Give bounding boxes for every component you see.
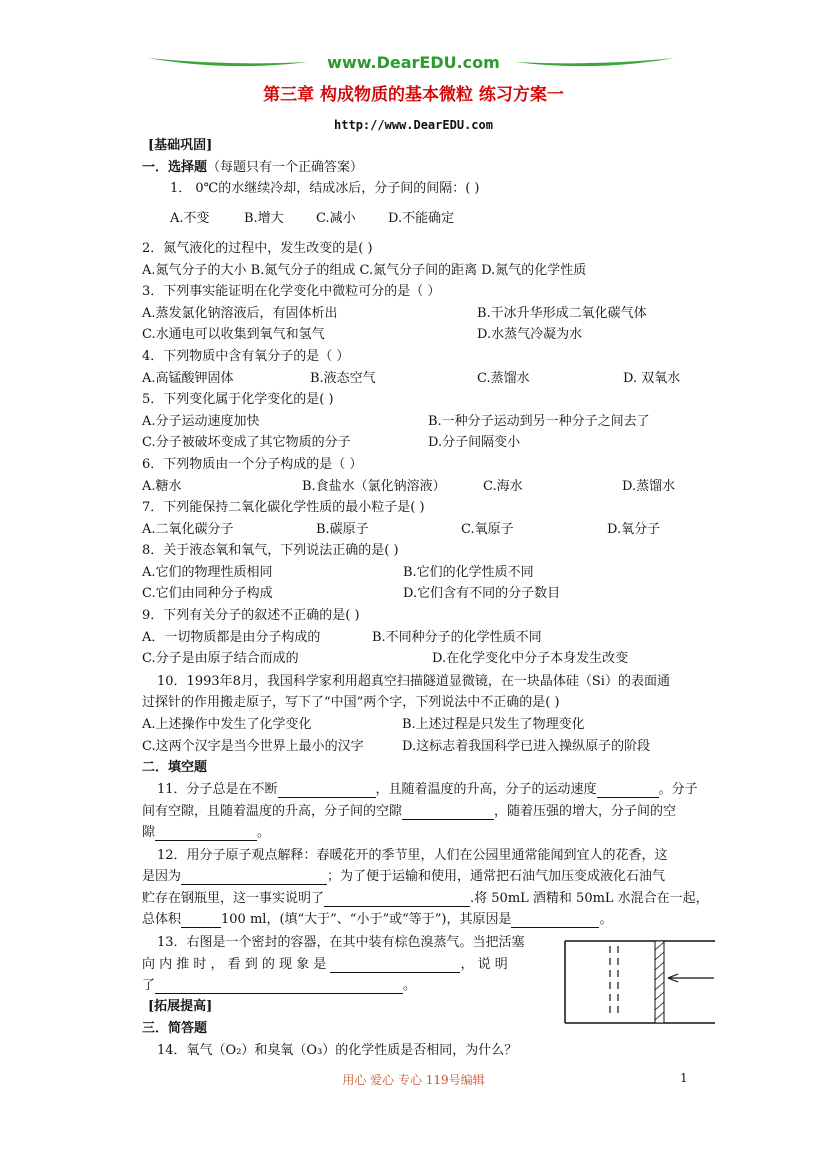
q10-option-d: D.这标志着我国科学已进入操纵原子的阶段 xyxy=(402,739,651,754)
q11-line1 xyxy=(157,782,698,798)
q9-option-b: B.不同种分子的化学性质不同 xyxy=(372,630,542,645)
q11-text: 。 xyxy=(257,825,271,840)
q12-text: 总体积 xyxy=(142,912,182,927)
brand-logo-text: www.DearEDU.com xyxy=(327,53,500,72)
section-short: 三．简答题 xyxy=(142,1021,208,1036)
q7-stem: 7．下列能保持二氧化碳化学性质的最小粒子是( ) xyxy=(142,500,425,515)
q8-option-b: B.它们的化学性质不同 xyxy=(403,565,534,580)
q11-text: 11．分子总是在不断 xyxy=(157,782,278,797)
q12-text: 是因为 xyxy=(142,869,182,884)
q13-text: 。 xyxy=(403,978,417,993)
q12-blank-1[interactable] xyxy=(181,871,327,885)
q4-option-b: B.液态空气 xyxy=(310,371,376,386)
q1-option-b: B.增大 xyxy=(244,211,284,226)
q13-text: ， 说 明 xyxy=(460,957,508,972)
q12-text: 100 ml，(填“大于”、“小于”或“等于”)，其原因是 xyxy=(221,912,512,927)
q5-option-b: B.一种分子运动到另一种分子之间去了 xyxy=(428,414,650,429)
q1-option-c: C.减小 xyxy=(316,211,356,226)
q11-text: ，随着压强的增大，分子间的空 xyxy=(494,804,677,819)
site-url: http://www.DearEDU.com xyxy=(334,118,493,132)
q13-line2 xyxy=(142,957,508,973)
q11-text: 间有空隙，且随着温度的升高，分子间的空隙 xyxy=(142,804,403,819)
q8-option-c: C.它们由同种分子构成 xyxy=(142,586,273,601)
q4-stem: 4．下列物质中含有氧分子的是（ ） xyxy=(142,349,350,364)
q3-option-c: C.水通电可以收集到氧气和氢气 xyxy=(142,327,325,342)
q9-option-c: C.分子是由原子结合而成的 xyxy=(142,651,299,666)
q7-option-d: D.氧分子 xyxy=(607,522,661,537)
q12-blank-3[interactable] xyxy=(181,914,221,928)
section-choice xyxy=(142,160,363,176)
page-number: 1 xyxy=(680,1071,688,1085)
q6-option-a: A.糖水 xyxy=(142,479,182,494)
q11-text: ，且随着温度的升高，分子的运动速度 xyxy=(375,782,597,797)
q13-blank-2[interactable] xyxy=(155,980,403,994)
q12-text: ；为了便于运输和使用，通常把石油气加压变成液化石油气 xyxy=(327,869,666,884)
q14-stem: 14．氧气（O₂）和臭氧（O₃）的化学性质是否相同，为什么？ xyxy=(157,1043,518,1058)
q11-blank-1[interactable] xyxy=(278,784,376,798)
q5-option-a: A.分子运动速度加快 xyxy=(142,414,260,429)
q13-line3 xyxy=(142,978,416,994)
q12-blank-2[interactable] xyxy=(324,893,470,907)
section-extend: [拓展提高] xyxy=(148,999,213,1014)
q5-stem: 5．下列变化属于化学变化的是( ) xyxy=(142,392,334,407)
q4-option-c: C.蒸馏水 xyxy=(477,371,530,386)
q8-stem: 8．关于液态氧和氧气，下列说法正确的是( ) xyxy=(142,543,399,558)
q4-option-d: D. 双氧水 xyxy=(623,371,681,386)
footer-text: 用心 爱心 专心 119号编辑 xyxy=(342,1073,485,1087)
q12-text: 贮存在钢瓶里，这一事实说明了 xyxy=(142,891,325,906)
q12-line1: 12．用分子原子观点解释：春暖花开的季节里，人们在公园里通常能闻到宜人的花香，这 xyxy=(157,848,668,863)
sealed-container-diagram xyxy=(564,940,716,1024)
q2-stem: 2．氮气液化的过程中，发生改变的是( ) xyxy=(142,241,373,256)
q3-option-b: B.干冰升华形成二氧化碳气体 xyxy=(477,306,647,321)
q8-option-a: A.它们的物理性质相同 xyxy=(142,565,273,580)
q10-option-c: C.这两个汉字是当今世界上最小的汉字 xyxy=(142,739,364,754)
q3-option-d: D.水蒸气冷凝为水 xyxy=(477,327,583,342)
q4-option-a: A.高锰酸钾固体 xyxy=(142,371,234,386)
q3-stem: 3．下列事实能证明在化学变化中微粒可分的是（ ） xyxy=(142,284,441,299)
q12-line3 xyxy=(142,891,709,907)
q12-text: .将 50mL 酒精和 50mL 水混合在一起， xyxy=(470,891,709,906)
q8-option-d: D.它们含有不同的分子数目 xyxy=(403,586,561,601)
q10-stem-line2: 过探针的作用搬走原子，写下了“中国”两个字，下列说法中不正确的是( ) xyxy=(142,695,560,710)
q2-options: A.氮气分子的大小 B.氮气分子的组成 C.氮气分子间的距离 D.氮气的化学性质 xyxy=(142,263,587,278)
q1-stem: 1． 0℃的水继续冷却，结成冰后，分子间的间隔：( ) xyxy=(170,181,480,196)
q3-option-a: A.蒸发氯化钠溶液后，有固体析出 xyxy=(142,306,338,321)
section-fill: 二．填空题 xyxy=(142,760,208,775)
q11-line2 xyxy=(142,804,676,820)
q6-option-c: C.海水 xyxy=(483,479,523,494)
q13-text: 了 xyxy=(142,978,156,993)
section-basic: [基础巩固] xyxy=(148,138,213,153)
q1-option-a: A.不变 xyxy=(170,211,210,226)
q11-blank-4[interactable] xyxy=(155,827,257,841)
q13-text: 向 内 推 时 ， 看 到 的 现 象 是 xyxy=(142,957,327,972)
q12-blank-4[interactable] xyxy=(511,914,599,928)
q9-option-a: A．一切物质都是由分子构成的 xyxy=(142,630,321,645)
q12-line4 xyxy=(142,912,612,928)
section-choice-label: 一．选择题 xyxy=(142,160,208,175)
q11-blank-3[interactable] xyxy=(402,806,494,820)
q5-option-c: C.分子被破坏变成了其它物质的分子 xyxy=(142,435,351,450)
q13-blank-1[interactable] xyxy=(330,959,460,973)
q12-line2 xyxy=(142,869,665,885)
q7-option-c: C.氧原子 xyxy=(461,522,514,537)
q11-line3 xyxy=(142,825,270,841)
page-title: 第三章 构成物质的基本微粒 练习方案一 xyxy=(263,85,564,105)
q9-stem: 9．下列有关分子的叙述不正确的是( ) xyxy=(142,608,360,623)
q6-stem: 6．下列物质由一个分子构成的是（ ） xyxy=(142,457,363,472)
section-choice-note: （每题只有一个正确答案） xyxy=(207,160,364,175)
q11-blank-2[interactable] xyxy=(597,784,659,798)
q12-text: 。 xyxy=(599,912,613,927)
q7-option-b: B.碳原子 xyxy=(316,522,369,537)
q9-option-d: D.在化学变化中分子本身发生改变 xyxy=(432,651,629,666)
q6-option-b: B.食盐水（氯化钠溶液） xyxy=(302,479,446,494)
q7-option-a: A.二氧化碳分子 xyxy=(142,522,234,537)
q11-text: 隙 xyxy=(142,825,156,840)
q10-option-b: B.上述过程是只发生了物理变化 xyxy=(402,717,585,732)
q13-line1: 13．右图是一个密封的容器，在其中装有棕色溴蒸气。当把活塞 xyxy=(157,935,525,950)
q1-option-d: D.不能确定 xyxy=(388,211,455,226)
q5-option-d: D.分子间隔变小 xyxy=(428,435,521,450)
q6-option-d: D.蒸馏水 xyxy=(622,479,676,494)
q10-option-a: A.上述操作中发生了化学变化 xyxy=(142,717,312,732)
q11-text: 。分子 xyxy=(658,782,698,797)
q10-stem-line1: 10．1993年8月，我国科学家利用超真空扫描隧道显微镜，在一块晶体硅（Si）的表面通 xyxy=(157,674,670,689)
